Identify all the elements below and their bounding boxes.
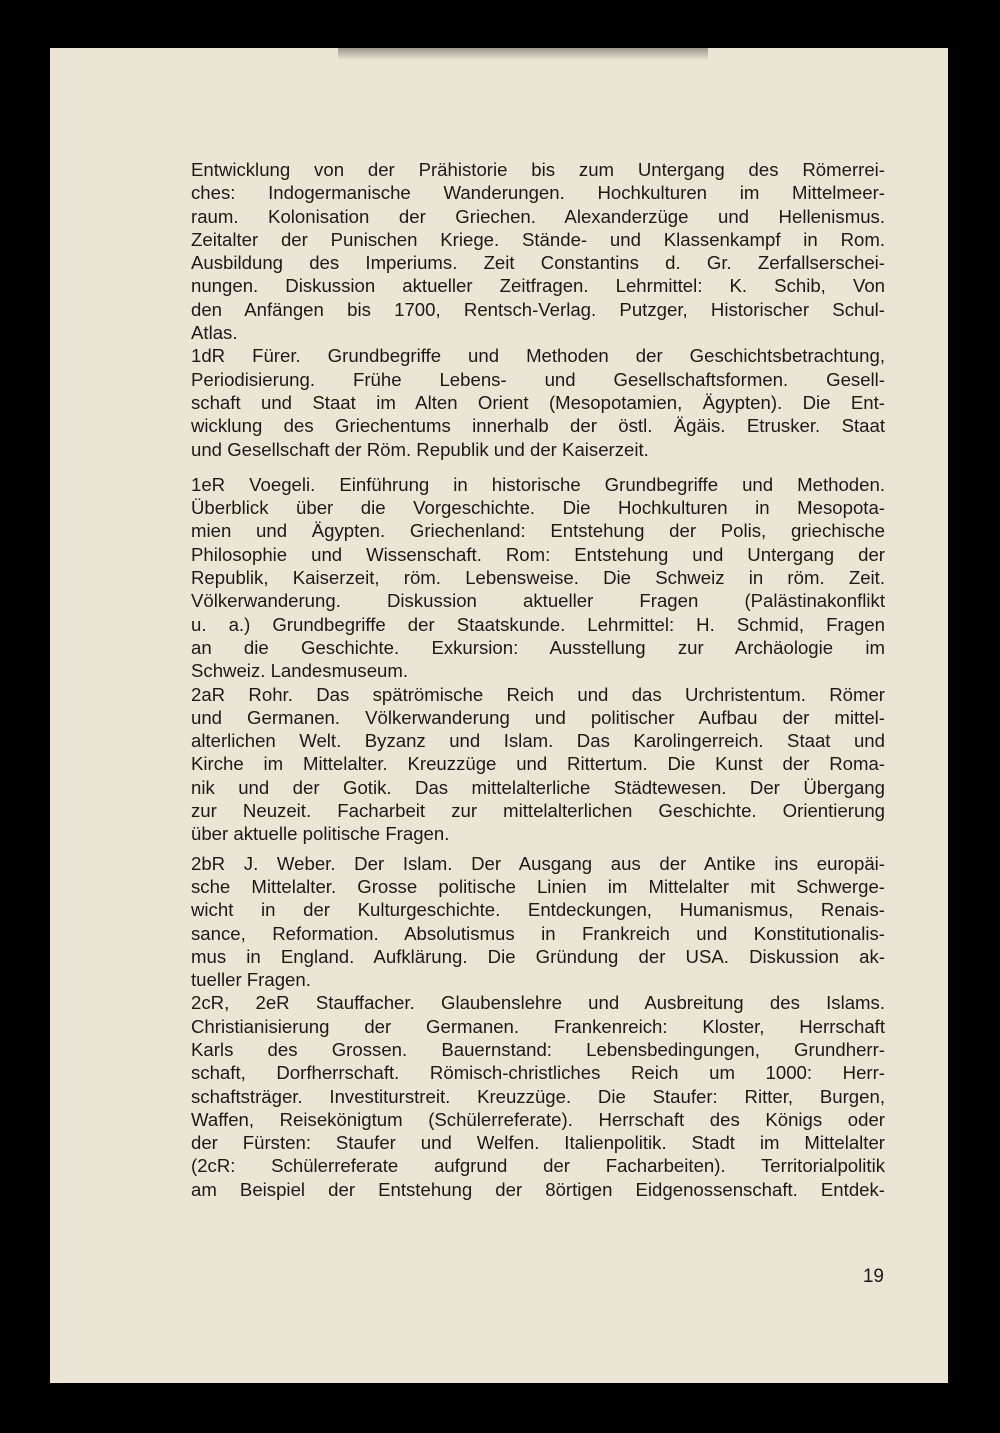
text-line: Kirche im Mittelalter. Kreuzzüge und Rittertum. Die Kunst der Roma- xyxy=(191,753,885,775)
text-line: zur Neuzeit. Facharbeit zur mittelalterlichen Geschichte. Orientierung xyxy=(191,800,885,822)
text-line: 2bR J. Weber. Der Islam. Der Ausgang aus der Antike ins europäi- xyxy=(191,852,885,874)
text-line: mus in England. Aufklärung. Die Gründung der USA. Diskussion ak- xyxy=(191,945,885,967)
text-line: 1eR Voegeli. Einführung in historische Grundbegriffe und Methoden. xyxy=(191,473,885,495)
text-line: Christianisierung der Germanen. Frankenreich: Kloster, Herrschaft xyxy=(191,1015,885,1037)
paragraph xyxy=(191,852,885,992)
text-line: Atlas. xyxy=(191,322,238,344)
text-line: mien und Ägypten. Griechenland: Entstehung der Polis, griechische xyxy=(191,520,885,542)
text-line: 2aR Rohr. Das spätrömische Reich und das Urchristentum. Römer xyxy=(191,683,885,705)
text-line: tueller Fragen. xyxy=(191,969,311,991)
text-line: Waffen, Reisekönigtum (Schülerreferate). Herrschaft des Königs oder xyxy=(191,1108,885,1130)
text-line: sche Mittelalter. Grosse politische Linien im Mittelalter mit Schwerge- xyxy=(191,875,885,897)
paragraph xyxy=(191,344,885,460)
text-line: schaftsträger. Investiturstreit. Kreuzzüge. Die Staufer: Ritter, Burgen, xyxy=(191,1085,885,1107)
text-line: nungen. Diskussion aktueller Zeitfragen. Lehrmittel: K. Schib, Von xyxy=(191,275,885,297)
text-line: wicklung des Griechentums innerhalb der östl. Ägäis. Etrusker. Staat xyxy=(191,415,885,437)
document-page xyxy=(50,48,948,1383)
text-line: 1dR Fürer. Grundbegriffe und Methoden der Geschichtsbetrachtung, xyxy=(191,345,885,367)
text-line: alterlichen Welt. Byzanz und Islam. Das Karolingerreich. Staat und xyxy=(191,730,885,752)
text-line: und Gesellschaft der Röm. Republik und der Kaiserzeit. xyxy=(191,438,649,460)
text-line: wicht in der Kulturgeschichte. Entdeckungen, Humanismus, Renais- xyxy=(191,899,885,921)
text-line: Entwicklung von der Prähistorie bis zum Untergang des Römerrei- xyxy=(191,159,885,180)
text-line: Periodisierung. Frühe Lebens- und Gesellschaftsformen. Gesell- xyxy=(191,368,885,390)
text-line: raum. Kolonisation der Griechen. Alexanderzüge und Hellenismus. xyxy=(191,205,885,227)
paragraph xyxy=(191,158,885,344)
text-line: Philosophie und Wissenschaft. Rom: Entstehung und Untergang der xyxy=(191,543,885,565)
text-line: am Beispiel der Entstehung der 8örtigen Eidgenossenschaft. Entdek- xyxy=(191,1178,885,1200)
text-line: schaft und Staat im Alten Orient (Mesopotamien, Ägypten). Die Ent- xyxy=(191,391,885,413)
text-line: Ausbildung des Imperiums. Zeit Constantins d. Gr. Zerfallserschei- xyxy=(191,252,885,274)
text-line: ches: Indogermanische Wanderungen. Hochkulturen im Mittelmeer- xyxy=(191,182,885,204)
text-line: Zeitalter der Punischen Kriege. Stände- und Klassenkampf in Rom. xyxy=(191,228,885,250)
body-text xyxy=(191,158,885,1201)
text-line: schaft, Dorfherrschaft. Römisch-christliches Reich um 1000: Herr- xyxy=(191,1062,885,1084)
text-line: der Fürsten: Staufer und Welfen. Italienpolitik. Stadt im Mittelalter xyxy=(191,1132,885,1154)
text-line: 2cR, 2eR Stauffacher. Glaubenslehre und Ausbreitung des Islams. xyxy=(191,992,885,1014)
text-line: Völkerwanderung. Diskussion aktueller Fragen (Palästinakonflikt xyxy=(191,590,885,612)
text-line: (2cR: Schülerreferate aufgrund der Facharbeiten). Territorialpolitik xyxy=(191,1155,885,1177)
scan-artifact xyxy=(338,48,708,60)
paragraph-gap xyxy=(191,461,885,473)
text-line: an die Geschichte. Exkursion: Ausstellung zur Archäologie im xyxy=(191,636,885,658)
text-line: nik und der Gotik. Das mittelalterliche Städtewesen. Der Übergang xyxy=(191,776,885,798)
paragraph xyxy=(191,683,885,846)
text-line: über aktuelle politische Fragen. xyxy=(191,823,450,845)
text-line: den Anfängen bis 1700, Rentsch-Verlag. Putzger, Historischer Schul- xyxy=(191,298,885,320)
text-line: Republik, Kaiserzeit, röm. Lebensweise. Die Schweiz in röm. Zeit. xyxy=(191,567,885,589)
paragraph xyxy=(191,991,885,1201)
text-line: Überblick über die Vorgeschichte. Die Hochkulturen in Mesopota- xyxy=(191,497,885,519)
text-line: u. a.) Grundbegriffe der Staatskunde. Lehrmittel: H. Schmid, Fragen xyxy=(191,613,885,635)
paragraph xyxy=(191,473,885,683)
text-line: und Germanen. Völkerwanderung und politischer Aufbau der mittel- xyxy=(191,706,885,728)
text-line: Karls des Grossen. Bauernstand: Lebensbedingungen, Grundherr- xyxy=(191,1038,885,1060)
text-line: sance, Reformation. Absolutismus in Frankreich und Konstitutionalis- xyxy=(191,922,885,944)
page-number: 19 xyxy=(862,1266,884,1287)
text-line: Schweiz. Landesmuseum. xyxy=(191,660,409,682)
